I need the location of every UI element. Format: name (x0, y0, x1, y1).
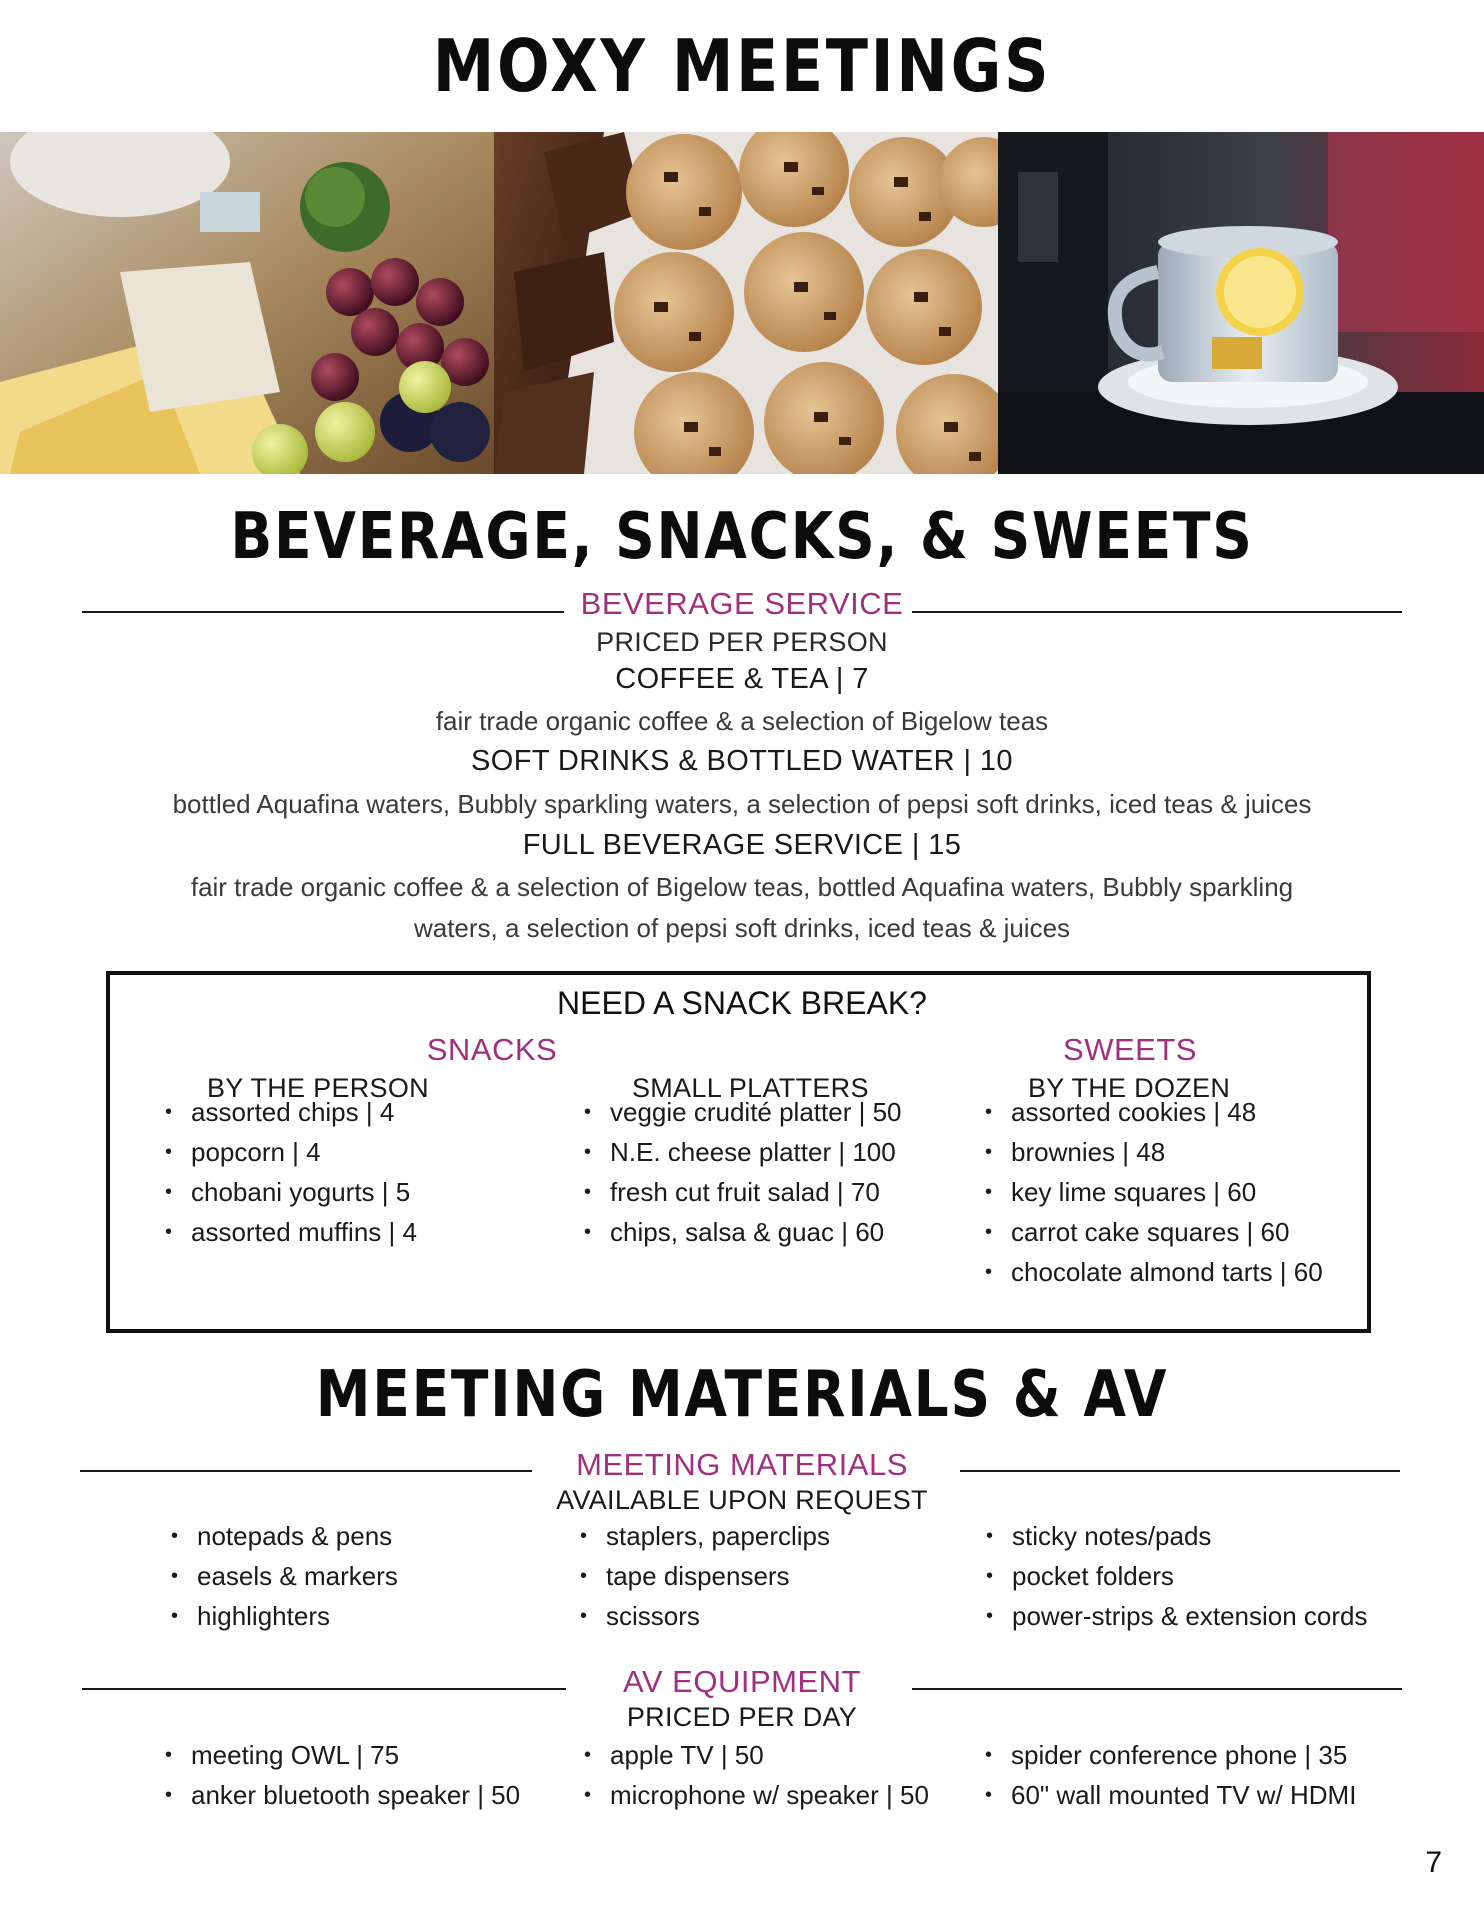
small-platters-list (584, 1092, 901, 1252)
tea-mug-lemon-photo (998, 132, 1484, 474)
list-item: • sticky notes/pads (986, 1516, 1367, 1556)
list-item: • staplers, paperclips (580, 1516, 830, 1556)
list-item: • key lime squares | 60 (985, 1172, 1323, 1212)
materials-list-col2 (580, 1516, 830, 1636)
list-item: • brownies | 48 (985, 1132, 1323, 1172)
full-beverage-description: fair trade organic coffee & a selection of Bigelow teas, bottled Aquafina waters, Bubbly sparkling (190, 872, 1294, 902)
coffee-tea-title: COFFEE & TEA | 7 (615, 663, 869, 695)
list-item: • assorted chips | 4 (165, 1092, 417, 1132)
page-number: 7 (1425, 1846, 1442, 1879)
list-item: • assorted cookies | 48 (985, 1092, 1323, 1132)
list-item: • easels & markers (171, 1556, 398, 1596)
by-the-person-header: BY THE PERSON (207, 1073, 429, 1103)
list-item: • anker bluetooth speaker | 50 (165, 1775, 520, 1815)
beverage-service-title: BEVERAGE SERVICE (580, 586, 904, 621)
materials-list-col3 (986, 1516, 1367, 1636)
list-item: • pocket folders (986, 1556, 1367, 1596)
list-item: • 60" wall mounted TV w/ HDMI (985, 1775, 1356, 1815)
av-list-col1 (165, 1735, 520, 1815)
list-item: • spider conference phone | 35 (985, 1735, 1356, 1775)
list-item: • highlighters (171, 1596, 398, 1636)
list-item: • veggie crudité platter | 50 (584, 1092, 901, 1132)
full-beverage-description: waters, a selection of pepsi soft drinks, iced teas & juices (413, 913, 1071, 943)
list-item: • chips, salsa & guac | 60 (584, 1212, 901, 1252)
cheese-fruit-platter-photo (0, 132, 494, 474)
list-item: • carrot cake squares | 60 (985, 1212, 1323, 1252)
materials-list-col1 (171, 1516, 398, 1636)
sweets-dozen-list (985, 1092, 1323, 1292)
list-item: • tape dispensers (580, 1556, 830, 1596)
beverage-snacks-sweets-heading: BEVERAGE, SNACKS, & SWEETS (230, 500, 1254, 574)
list-item: • scissors (580, 1596, 830, 1636)
small-platters-header: SMALL PLATTERS (632, 1073, 869, 1103)
list-item: • fresh cut fruit salad | 70 (584, 1172, 901, 1212)
list-item: • popcorn | 4 (165, 1132, 417, 1172)
av-equipment-title: AV EQUIPMENT (623, 1664, 861, 1699)
list-item: • power-strips & extension cords (986, 1596, 1367, 1636)
photo-strip (0, 132, 1484, 474)
list-item: • meeting OWL | 75 (165, 1735, 520, 1775)
list-item: • N.E. cheese platter | 100 (584, 1132, 901, 1172)
av-pricing-note: PRICED PER DAY (626, 1702, 858, 1732)
coffee-tea-description: fair trade organic coffee & a selection of Bigelow teas (435, 706, 1049, 736)
beverage-pricing-note: PRICED PER PERSON (596, 627, 888, 657)
cookies-brownies-photo (494, 132, 998, 474)
snacks-label: SNACKS (426, 1032, 558, 1067)
av-list-col2 (584, 1735, 929, 1815)
list-item: • apple TV | 50 (584, 1735, 929, 1775)
list-item: • chocolate almond tarts | 60 (985, 1252, 1323, 1292)
soft-drinks-description: bottled Aquafina waters, Bubbly sparkling waters, a selection of pepsi soft drinks, iced teas & juices (172, 789, 1312, 819)
materials-av-heading: MEETING MATERIALS & AV (315, 1358, 1169, 1432)
list-item: • assorted muffins | 4 (165, 1212, 417, 1252)
list-item: • chobani yogurts | 5 (165, 1172, 417, 1212)
sweets-label: SWEETS (1063, 1032, 1197, 1067)
av-list-col3 (985, 1735, 1356, 1815)
snacks-per-person-list (165, 1092, 417, 1252)
list-item: • microphone w/ speaker | 50 (584, 1775, 929, 1815)
meeting-materials-title: MEETING MATERIALS (576, 1447, 908, 1482)
full-beverage-title: FULL BEVERAGE SERVICE | 15 (522, 829, 962, 861)
materials-availability-note: AVAILABLE UPON REQUEST (556, 1485, 928, 1515)
page-title: MOXY MEETINGS (432, 24, 1052, 108)
snack-break-title: NEED A SNACK BREAK? (557, 985, 927, 1021)
soft-drinks-title: SOFT DRINKS & BOTTLED WATER | 10 (471, 745, 1013, 777)
list-item: • notepads & pens (171, 1516, 398, 1556)
by-the-dozen-header: BY THE DOZEN (1028, 1073, 1231, 1103)
